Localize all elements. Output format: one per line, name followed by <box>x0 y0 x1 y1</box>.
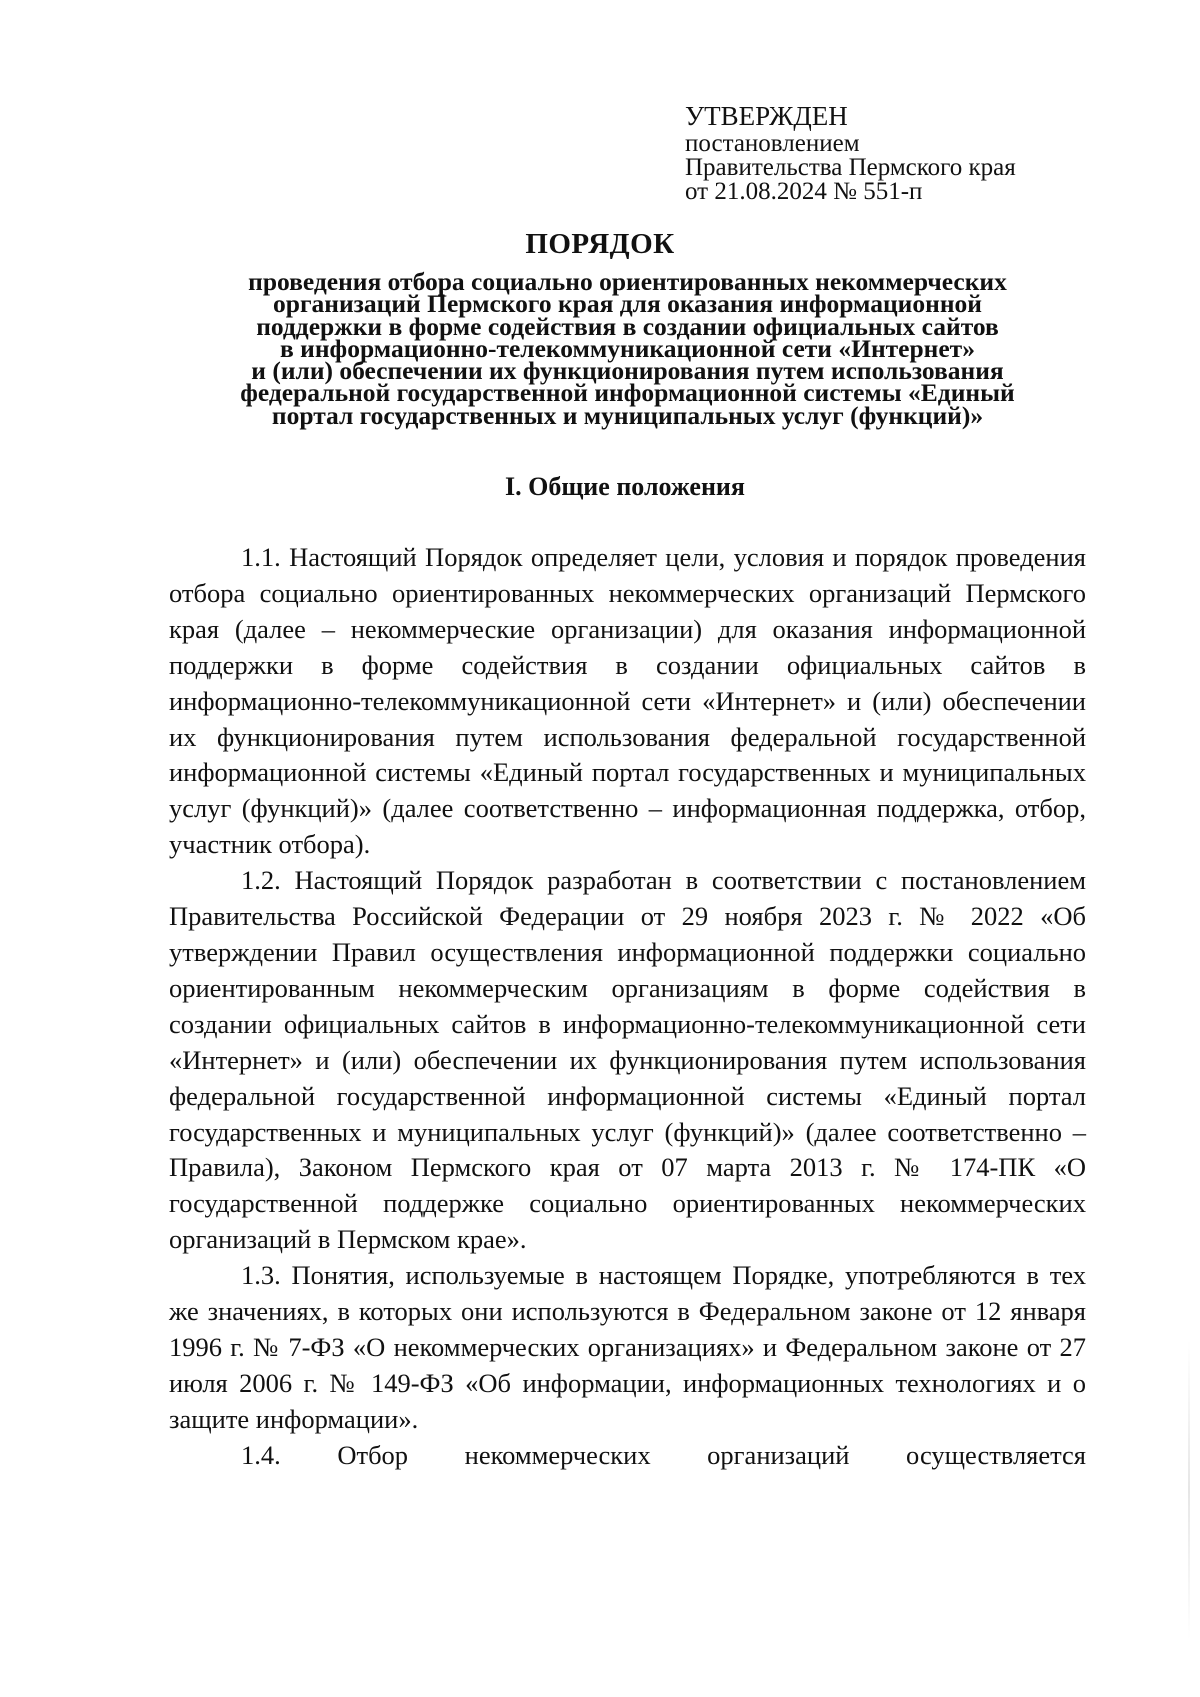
approval-title: УТВЕРЖДЕН <box>685 101 848 131</box>
approval-line-decree: постановлением <box>685 130 860 157</box>
paragraph-1-4: 1.4. Отбор некоммерческих организаций осуществляется <box>241 1439 1086 1470</box>
subtitle-line: и (или) обеспечении их функционирования путем использования <box>251 356 1004 386</box>
document-title: ПОРЯДОК <box>525 228 675 260</box>
scan-edge-artifact <box>1188 1340 1190 1640</box>
subtitle-line: федеральной государственной информационной системы «Единый <box>240 378 1015 408</box>
approval-stamp-block <box>685 100 1105 204</box>
subtitle-line: проведения отбора социально ориентированных некоммерческих <box>248 267 1007 296</box>
approval-line-date-number: от 21.08.2024 № 551-п <box>685 178 923 205</box>
section-heading: I. Общие положения <box>505 472 745 501</box>
paragraph-1-2: 1.2. Настоящий Порядок разработан в соответствии с постановлением Правительства Российской Федерации от 29 ноября 2023 г. № 2022 «Об утверждении Правил осуществления информационной поддержки социально ориентированным некоммерческим организациям в форме содействия в создании официальных сайтов в информационно-телекоммуникационной сети «Интернет» и (или) обеспечении их функционирования путем использования федеральной государственной информационной системы «Единый портал государственных и муниципальных услуг (функций)» (далее соответственно – Правила), Законом Пермского края от 07 марта 2013 г. № 174-ПК «О государственной поддержке социально ориентированных некоммерческих организаций в Пермском крае». <box>169 865 1086 1255</box>
document-body <box>169 540 1086 1474</box>
approval-line-government: Правительства Пермского края <box>685 154 1016 181</box>
subtitle-line: организаций Пермского края для оказания информационной <box>273 289 982 319</box>
document-subtitle <box>150 267 1105 430</box>
subtitle-line: в информационно-телекоммуникационной сети «Интернет» <box>280 333 975 363</box>
subtitle-line: поддержки в форме содействия в создании официальных сайтов <box>256 311 999 341</box>
paragraph-1-3: 1.3. Понятия, используемые в настоящем Порядке, употребляются в тех же значениях, в которых они используются в Федеральном законе от 12 января 1996 г. № 7-ФЗ «О некоммерческих организациях» и Федеральном законе от 27 июля 2006 г. № 149-ФЗ «Об информации, информационных технологиях и о защите информации». <box>169 1260 1086 1434</box>
paragraph-1-1: 1.1. Настоящий Порядок определяет цели, условия и порядок проведения отбора социально ориентированных некоммерческих организаций Пермского края (далее – некоммерческие организации) для оказания информационной поддержки в форме содействия в создании официальных сайтов в информационно-телекоммуникационной сети «Интернет» и (или) обеспечении их функционирования путем использования федеральной государственной информационной системы «Единый портал государственных и муниципальных услуг (функций)» (далее соответственно – информационная поддержка, отбор, участник отбора). <box>169 542 1086 860</box>
subtitle-line: портал государственных и муниципальных услуг (функций)» <box>271 400 984 430</box>
